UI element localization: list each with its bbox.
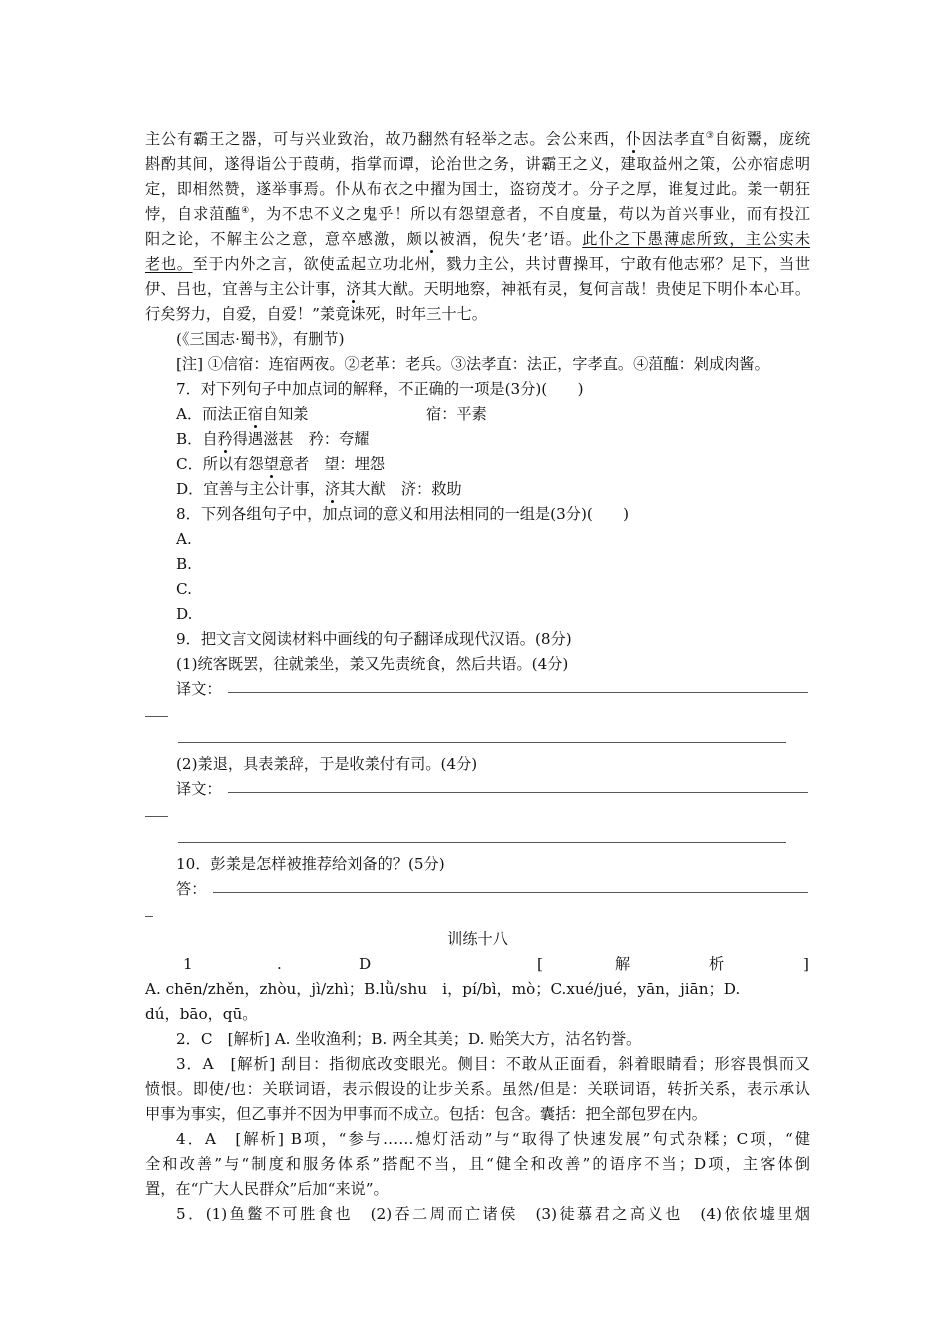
question-8-option-b: B. bbox=[176, 555, 192, 573]
answer-4-line-2: 全和改善”与“制度和服务体系”搭配不当，且“健全和改善”的语序不当；D项，主客体倒 bbox=[145, 1155, 810, 1173]
answer-3-line-3: 甲事为事实，但乙事并不因为甲事而不成立。包括：包含。囊括：把全部包罗在内。 bbox=[145, 1105, 707, 1123]
footnote-mark: ④ bbox=[241, 205, 251, 216]
answer-label: 答： bbox=[176, 880, 207, 898]
passage-line-2: 斟酌其间，遂得诣公于葭萌，指掌而谭，论治世之务，讲霸王之义，建取益州之策，公亦宿虑明 bbox=[145, 155, 810, 173]
dotted-char: 宿 bbox=[247, 405, 263, 423]
document-page: 主公有霸王之器，可与兴业致治，故乃翻然有轻举之志。会公来西，仆因法孝直③自衒鬻，庞统 斟酌其间，遂得诣公于葭萌，指掌而谭，论治世之务，讲霸王之义，建取益州之策，公亦宿虑明 定，即相然赞，遂举事焉。仆从布衣之中擢为国士，盗窃茂才。分子之厚，谁复过此。羕一朝狂 悖，自求菹醢④，为不忠不义之鬼乎！所以有怨望意者，不自度量，苟以为首兴事业，而有投江 阳之论，不解主公之意，意卒感激，颇以被酒，倪失‘老’语。此仆之下愚薄虑所致，主公实未 老也。至于内外之言，欲使孟起立功北州，戮力主公，共讨曹操耳，宁敢有他志邪？足下，当世 伊、吕也，宜善与主公计事，济其大猷。天明地察，神祇有灵，复何言哉！贵使足下明仆本心耳。 行矣努力，自爱，自爱！”羕竟诛死，时年三十七。 (《三国志·蜀书》，有删节) [注] ①信宿：连宿两夜。②老革：老兵。③法孝直：法正，字孝直。④菹醢：剁成肉酱。 7．对下列句子中加点词的解释，不正确的一项是(3分)( ) A．而法正宿自知羕 宿：平素 B．自矜得遇滋甚 矜：夸耀 C．所以有怨望意者 望：埋怨 D．宜善与主公计事，济其大猷 济：救助 8．下列各组句子中，加点词的意义和用法相同的一组是(3分)( ) A. B. C. D. 9．把文言文阅读材料中画线的句子翻译成现代汉语。(8分) (1)统客既罢，往就羕坐，羕又先责统食，然后共语。(4分) 译文： (2)羕退，具表羕辞，于是收羕付有司。(4分) 译文： 10．彭羕是怎样被推荐给刘备的？(5分) 答： 训练十八 1 . D [ 解 析 ] A. chēn/zhěn，zhòu，jì/zhì；B.lǜ/shu i，pí/bì，mò；C.xué/jué，yān，jiān；D. dú，bāo，qū。 2．C [解析] A. 坐收渔利；B. 两全其美；D. 贻笑大方，沽名钓誉。 3．A [解析] 刮目：指彻底改变眼光。侧目：不敢从正面看，斜着眼睛看；形容畏惧而又 愤恨。即使/也：关联词语，表示假设的让步关系。虽然/但是：关联词语，转折关系，表示承认 甲事为事实，但乙事并不因为甲事而不成立。包括：包含。囊括：把全部包罗在内。 4．A [解析] B项，“参与……熄灯活动”与“取得了快速发展”句式杂糅；C项，“健 全和改善”与“制度和服务体系”搭配不当，且“健全和改善”的语序不当；D项，主客体倒 置，在“广大人民群众”后加“来说”。 5．(1)鱼鳖不可胜食也 (2)吞二周而亡诸侯 (3)徒慕君之高义也 (4)依依墟里烟 bbox=[145, 130, 811, 1223]
annotation-note: [注] ①信宿：连宿两夜。②老革：老兵。③法孝直：法正，字孝直。④菹醢：剁成肉酱。 bbox=[176, 355, 770, 373]
question-8-option-d: D. bbox=[176, 605, 193, 623]
answer-line[interactable] bbox=[228, 692, 808, 693]
passage-line-8: 行矣努力，自爱，自爱！”羕竟诛死，时年三十七。 bbox=[145, 305, 487, 323]
question-7-stem: 7．对下列句子中加点词的解释，不正确的一项是(3分)( ) bbox=[176, 380, 584, 398]
question-9-sentence-1: (1)统客既罢，往就羕坐，羕又先责统食，然后共语。(4分) bbox=[176, 655, 569, 673]
question-7-option-a: A．而法正宿自知羕 宿：平素 bbox=[176, 405, 487, 423]
translation-label-1: 译文： bbox=[176, 680, 222, 698]
question-7-option-c: C．所以有怨望意者 望：埋怨 bbox=[176, 455, 386, 473]
question-8-option-a: A. bbox=[176, 530, 192, 548]
dotted-char: 济 bbox=[346, 280, 362, 298]
passage-line-7: 伊、吕也，宜善与主公计事，济其大猷。天明地察，神祇有灵，复何言哉！贵使足下明仆本心耳。 bbox=[145, 280, 811, 298]
passage-line-6: 老也。至于内外之言，欲使孟起立功北州，戮力主公，共讨曹操耳，宁敢有他志邪？足下，当世 bbox=[145, 255, 811, 273]
translation-label-2: 译文： bbox=[176, 780, 222, 798]
dotted-char: 以 bbox=[423, 230, 440, 248]
passage-line-4: 悖，自求菹醢④，为不忠不义之鬼乎！所以有怨望意者，不自度量，苟以为首兴事业，而有投江 bbox=[145, 205, 810, 223]
question-7-option-d: D．宜善与主公计事，济其大猷 济：救助 bbox=[176, 480, 462, 498]
answer-3-line-2: 愤恨。即使/也：关联词语，表示假设的让步关系。虽然/但是：关联词语，转折关系，表示承认 bbox=[145, 1080, 810, 1098]
answer-line[interactable] bbox=[213, 892, 808, 893]
answer-line[interactable] bbox=[228, 792, 808, 793]
answer-4-line-1: 4．A [解析] B项，“参与……熄灯活动”与“取得了快速发展”句式杂糅；C项，“健 bbox=[176, 1130, 810, 1148]
underlined-sentence: 老也。 bbox=[145, 255, 193, 273]
question-9-stem: 9．把文言文阅读材料中画线的句子翻译成现代汉语。(8分) bbox=[176, 630, 572, 648]
question-8-option-c: C. bbox=[176, 580, 192, 598]
answer-5: 5．(1)鱼鳖不可胜食也 (2)吞二周而亡诸侯 (3)徒慕君之高义也 (4)依依墟里烟 bbox=[176, 1205, 810, 1223]
question-9-sentence-2: (2)羕退，具表羕辞，于是收羕付有司。(4分) bbox=[176, 755, 478, 773]
question-8-stem: 8．下列各组句子中，加点词的意义和用法相同的一组是(3分)( ) bbox=[176, 505, 630, 523]
answer-4-line-3: 置，在“广大人民群众”后加“来说”。 bbox=[145, 1180, 389, 1198]
footnote-mark: ③ bbox=[705, 130, 715, 141]
section-title: 训练十八 bbox=[447, 930, 508, 948]
answer-line[interactable] bbox=[178, 842, 786, 843]
dotted-char: 仆 bbox=[625, 130, 642, 148]
answer-line[interactable] bbox=[145, 816, 168, 817]
answer-1-line-2: A. chēn/zhěn，zhòu，jì/zhì；B.lǜ/shu i，pí/bì，mò；C.xué/jué，yān，jiān；D. bbox=[145, 980, 741, 998]
passage-line-3: 定，即相然赞，遂举事焉。仆从布衣之中擢为国士，盗窃茂才。分子之厚，谁复过此。羕一朝狂 bbox=[145, 180, 810, 198]
answer-line[interactable] bbox=[145, 916, 153, 917]
passage-line-1: 主公有霸王之器，可与兴业致治，故乃翻然有轻举之志。会公来西，仆因法孝直③自衒鬻，庞统 bbox=[145, 130, 811, 148]
underlined-sentence: 此仆之下愚薄虑所致，主公实未 bbox=[582, 230, 811, 248]
answer-2: 2．C [解析] A. 坐收渔利；B. 两全其美；D. 贻笑大方，沽名钓誉。 bbox=[176, 1030, 642, 1048]
question-7-option-b: B．自矜得遇滋甚 矜：夸耀 bbox=[176, 430, 370, 448]
source-citation: (《三国志·蜀书》，有删节) bbox=[176, 330, 345, 348]
dotted-char: 望 bbox=[263, 455, 279, 473]
answer-line[interactable] bbox=[145, 716, 168, 717]
dotted-char: 济 bbox=[324, 480, 341, 498]
dotted-char: 矜 bbox=[217, 430, 233, 448]
answer-3-line-1: 3．A [解析] 刮目：指彻底改变眼光。侧目：不敢从正面看，斜着眼睛看；形容畏惧而又 bbox=[176, 1055, 810, 1073]
question-10-stem: 10．彭羕是怎样被推荐给刘备的？(5分) bbox=[176, 855, 445, 873]
answer-line[interactable] bbox=[178, 742, 786, 743]
passage-line-5: 阳之论，不解主公之意，意卒感激，颇以被酒，倪失‘老’语。此仆之下愚薄虑所致，主公实未 bbox=[145, 230, 811, 248]
answer-1-line-3: dú，bāo，qū。 bbox=[145, 1005, 258, 1023]
